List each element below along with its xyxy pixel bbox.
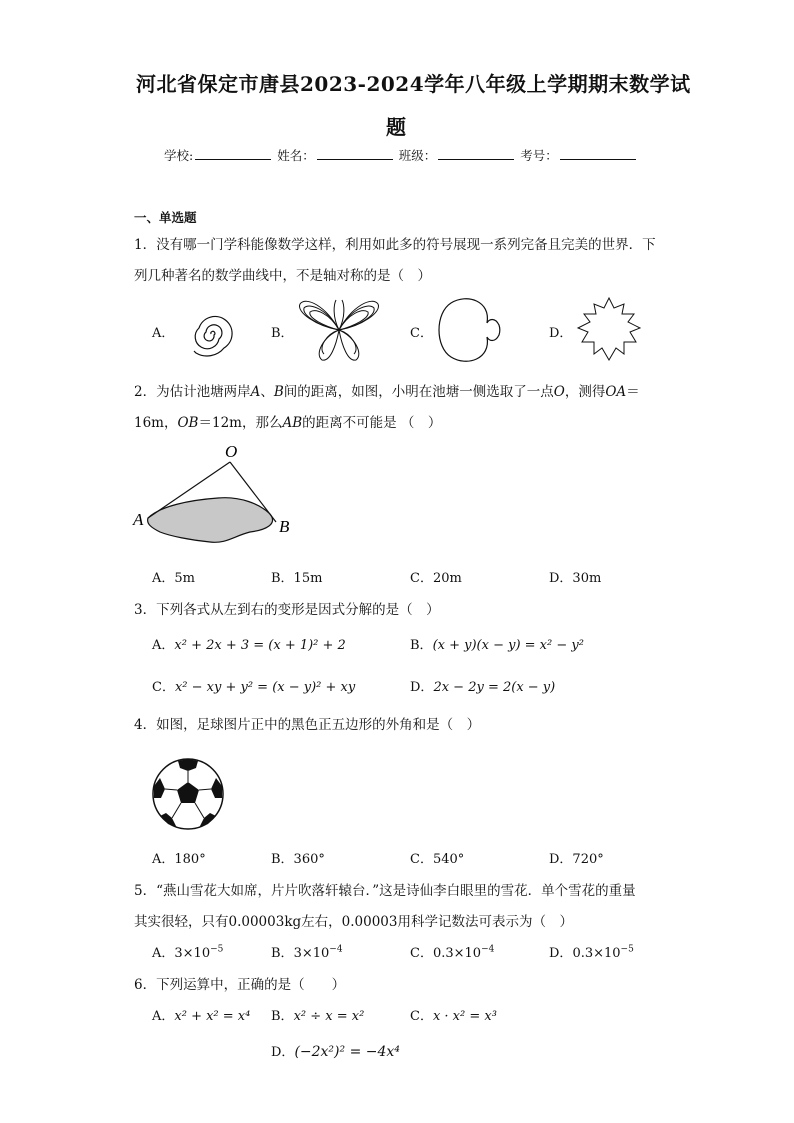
q2-stem-line1: 2．为估计池塘两岸A、B间的距离，如图，小明在池塘一侧选取了一点O，测得OA＝ bbox=[134, 384, 640, 400]
page-title-line1: 河北省保定市唐县2023-2024学年八年级上学期期末数学试 bbox=[136, 72, 691, 96]
pond-figure bbox=[130, 440, 300, 550]
q3-option-c[interactable]: C．x² − xy + y² = (x − y)² + xy bbox=[152, 680, 356, 695]
q4-stem: 4．如图，足球图片正中的黑色正五边形的外角和是（ ） bbox=[134, 717, 481, 733]
q1-stem-line2: 列几种著名的数学曲线中，不是轴对称的是（ ） bbox=[134, 268, 431, 284]
q5-option-c[interactable]: C．$0.3\times 10^{-4}$ bbox=[410, 944, 495, 961]
name-field[interactable] bbox=[317, 147, 393, 160]
q4-option-c[interactable]: C．540° bbox=[410, 852, 465, 867]
label-b: B bbox=[279, 517, 290, 536]
q3-option-b[interactable]: B．(x + y)(x − y) = x² − y² bbox=[410, 638, 584, 653]
q6-option-b[interactable]: B．x² ÷ x = x² bbox=[271, 1009, 365, 1024]
school-field[interactable] bbox=[195, 147, 271, 160]
class-field[interactable] bbox=[438, 147, 514, 160]
q3-stem: 3．下列各式从左到右的变形是因式分解的是（ ） bbox=[134, 602, 440, 618]
page-title-line2: 题 bbox=[386, 115, 407, 139]
q1-option-d[interactable]: D． bbox=[549, 326, 573, 341]
class-label: 班级： bbox=[398, 148, 437, 163]
school-label: 学校: bbox=[164, 148, 194, 163]
q5-stem-line1: 5．“燕山雪花大如席，片片吹落轩辕台．”这是诗仙李白眼里的雪花．单个雪花的重量 bbox=[134, 883, 636, 899]
q6-option-c[interactable]: C．x · x² = x³ bbox=[410, 1009, 497, 1024]
name-label: 姓名： bbox=[277, 148, 315, 163]
q2-stem-line2: 16m，OB＝12m，那么AB的距离不可能是 （ ） bbox=[134, 415, 442, 431]
q3-option-a[interactable]: A．x² + 2x + 3 = (x + 1)² + 2 bbox=[152, 638, 346, 653]
q2-option-a[interactable]: A．5m bbox=[152, 571, 195, 586]
q4-option-d[interactable]: D．720° bbox=[549, 852, 604, 867]
q4-option-a[interactable]: A．180° bbox=[152, 852, 206, 867]
cardioid-icon bbox=[437, 295, 501, 365]
q5-option-b[interactable]: B．$3\times 10^{-4}$ bbox=[271, 944, 343, 961]
q1-option-a[interactable]: A． bbox=[152, 326, 175, 341]
number-label: 考号： bbox=[520, 148, 558, 163]
q2-option-d[interactable]: D．30m bbox=[549, 571, 602, 586]
q6-option-a[interactable]: A．x² + x² = x⁴ bbox=[152, 1009, 251, 1024]
butterfly-curve-icon bbox=[296, 296, 382, 364]
spiral-icon bbox=[178, 298, 244, 368]
q1-option-b[interactable]: B． bbox=[271, 326, 294, 341]
section-heading: 一、单选题 bbox=[134, 210, 197, 225]
label-o: O bbox=[225, 442, 238, 461]
q6-option-d[interactable]: D．(−2x²)² = −4x⁴ bbox=[271, 1044, 400, 1060]
q2-option-b[interactable]: B．15m bbox=[271, 571, 323, 586]
q5-stem-line2: 其实很轻，只有0.00003kg左右，0.00003用科学记数法可表示为（ ） bbox=[134, 914, 573, 930]
q3-option-d[interactable]: D．2x − 2y = 2(x − y) bbox=[410, 680, 556, 695]
q2-option-c[interactable]: C．20m bbox=[410, 571, 462, 586]
label-a: A bbox=[133, 510, 144, 529]
q4-option-b[interactable]: B．360° bbox=[271, 852, 325, 867]
koch-snowflake-icon bbox=[572, 296, 646, 364]
number-field[interactable] bbox=[560, 147, 636, 160]
info-line bbox=[164, 146, 638, 164]
q1-stem-line1: 1．没有哪一门学科能像数学这样，利用如此多的符号展现一系列完备且完美的世界．下 bbox=[134, 237, 656, 253]
q6-stem: 6．下列运算中，正确的是（ ） bbox=[134, 977, 346, 993]
soccer-ball-icon bbox=[152, 758, 224, 830]
q5-option-d[interactable]: D．$0.3\times 10^{-5}$ bbox=[549, 944, 634, 961]
q5-option-a[interactable]: A．$3\times 10^{-5}$ bbox=[152, 944, 224, 961]
q1-option-c[interactable]: C． bbox=[410, 326, 433, 341]
